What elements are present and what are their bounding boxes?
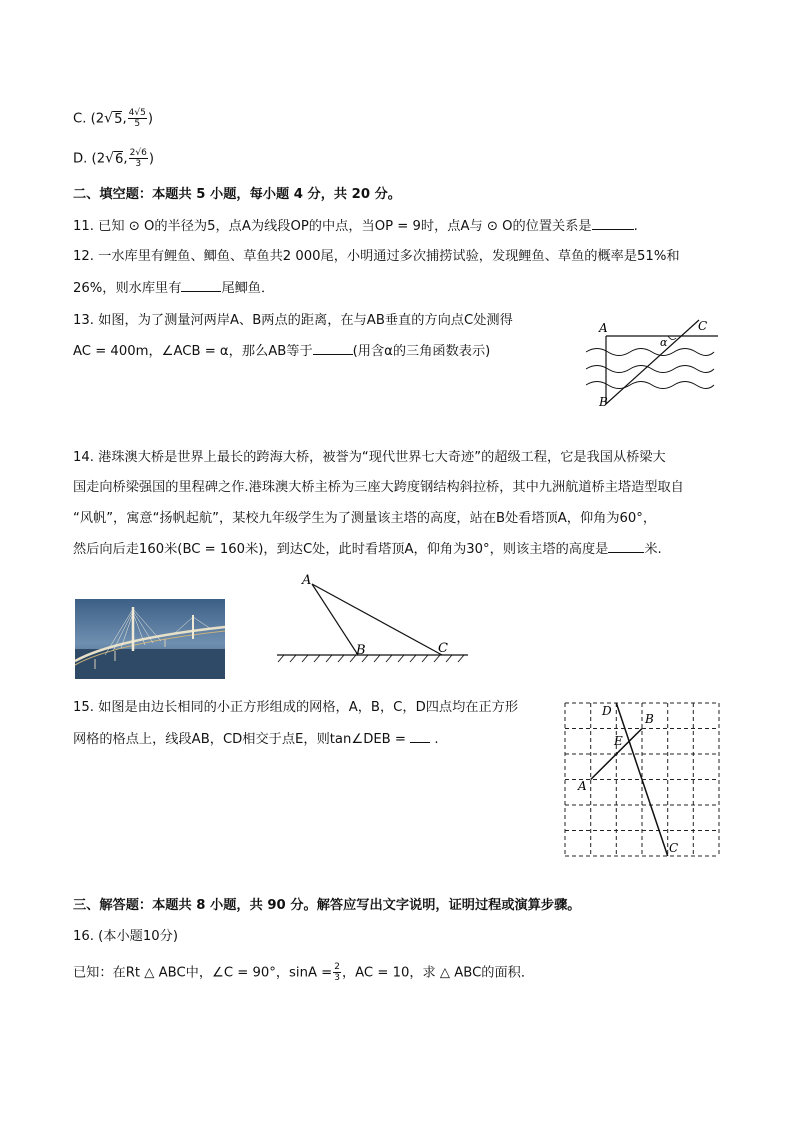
point-a-label: A — [599, 321, 608, 335]
section-2-heading: 二、填空题：本题共 5 小题，每小题 4 分，共 20 分。 — [73, 187, 401, 202]
figure-15-grid — [560, 700, 724, 860]
answer-blank[interactable] — [181, 279, 221, 292]
question-14-line1: 14. 港珠澳大桥是世界上最长的跨海大桥，被誉为“现代世界七大奇迹”的超级工程，它是我国从桥梁大 — [73, 450, 666, 465]
question-12-line2: 26%，则水库里有 尾鲫鱼． — [73, 281, 275, 296]
point-c-label: C — [438, 641, 448, 656]
section-3-heading: 三、解答题：本题共 8 小题，共 90 分。解答应写出文字说明，证明过程或演算步骤。 — [73, 898, 581, 913]
question-13-line1: 13. 如图，为了测量河两岸A、B两点的距离，在与AB垂直的方向点C处测得 — [73, 313, 513, 328]
point-d-label: D — [602, 704, 612, 718]
point-b-label: B — [645, 712, 654, 726]
question-13-line2: AC = 400m，∠ACB = α，那么AB等于 (用含α的三角函数表示) — [73, 344, 491, 359]
point-a-label: A — [578, 779, 587, 793]
figure-14-triangle — [272, 572, 472, 664]
bridge-photo — [75, 599, 225, 679]
question-12-line1: 12. 一水库里有鲤鱼、鲫鱼、草鱼共2 000尾，小明通过多次捕捞试验，发现鲤鱼、草鱼的概率是51%和 — [73, 249, 680, 264]
option-c: C. (2√5, $\frac{4√5}{5}$ ) — [73, 108, 154, 129]
point-c-label: C — [669, 841, 679, 855]
question-16-text: 已知：在Rt △ ABC中，∠C = 90°，sinA = $\frac{2}{3}$ ，AC = 10，求 △ ABC的面积． — [73, 962, 535, 983]
answer-blank[interactable] — [592, 217, 634, 230]
figure-13-river — [584, 314, 724, 410]
answer-blank[interactable] — [313, 342, 353, 355]
answer-blank[interactable] — [410, 730, 430, 743]
question-11: 11. 已知 ⊙ O的半径为5，点A为线段OP的中点，当OP = 9时，点A与 ⊙ O的位置关系是 . — [73, 219, 638, 234]
question-15-line2: 网格的格点上，线段AB，CD相交于点E，则tan∠DEB = . — [73, 732, 439, 747]
answer-blank[interactable] — [608, 540, 644, 553]
question-14-line3: “风帆”，寓意“扬帆起航”，某校九年级学生为了测量该主塔的高度，站在B处看塔顶A，仰角为60°， — [73, 511, 657, 526]
option-d: D. (2√6, $\frac{2√6}{3}$ ) — [73, 148, 154, 169]
question-14-line2: 国走向桥梁强国的里程碑之作.港珠澳大桥主桥为三座大跨度钢结构斜拉桥，其中九洲航道桥主塔造型取自 — [73, 480, 684, 495]
angle-alpha-label: α — [660, 336, 668, 349]
question-16-title: 16. (本小题10分) — [73, 929, 178, 944]
point-b-label: B — [599, 395, 608, 409]
question-15-line1: 15. 如图是由边长相同的小正方形组成的网格，A，B，C，D四点均在正方形 — [73, 700, 519, 715]
point-a-label: A — [302, 573, 312, 588]
question-14-line4: 然后向后走160米(BC = 160米)，到达C处，此时看塔顶A，仰角为30°，则该主塔的高度是 米. — [73, 542, 662, 557]
point-c-label: C — [698, 319, 708, 333]
point-b-label: B — [356, 643, 366, 658]
point-e-label: E — [614, 734, 623, 748]
